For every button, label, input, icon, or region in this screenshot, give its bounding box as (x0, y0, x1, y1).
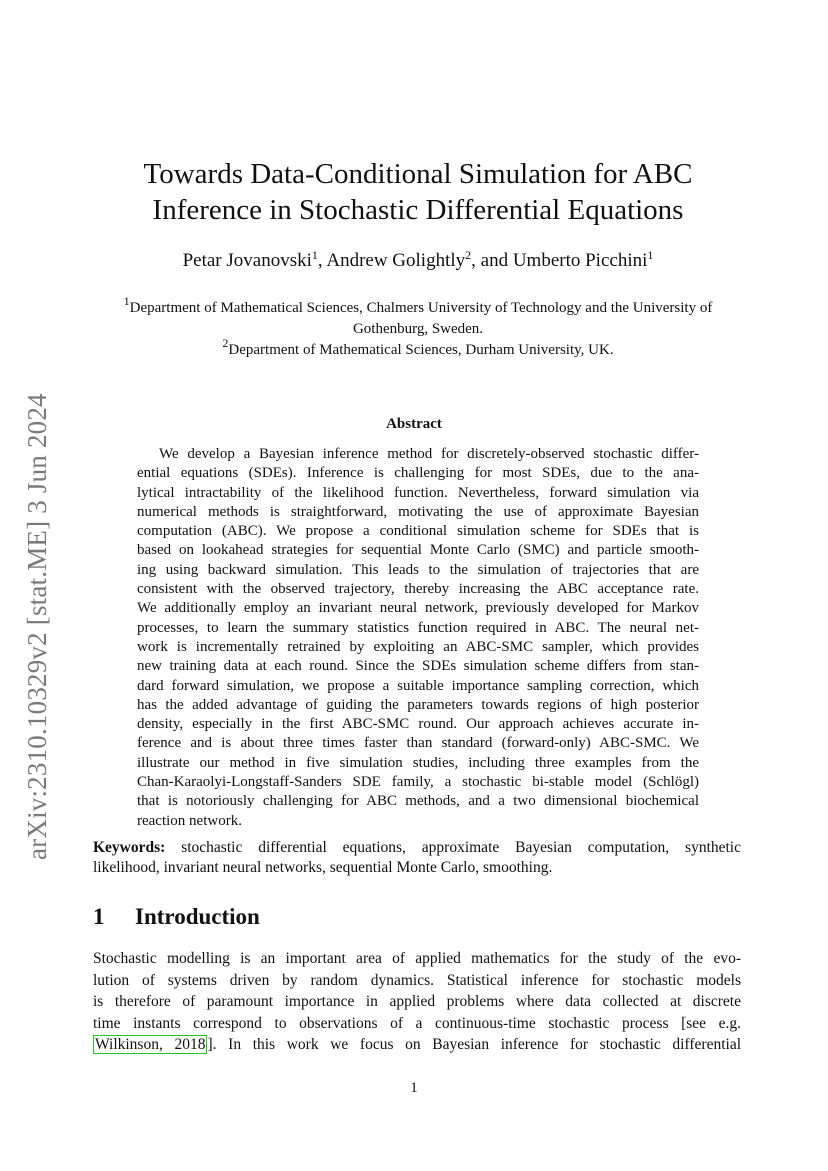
abstract-body (137, 445, 699, 831)
abstract-heading: Abstract (386, 416, 442, 432)
title-line-2: Inference in Stochastic Differential Equations (152, 194, 684, 226)
abstract-line: computation (ABC). We propose a conditional simulation scheme for SDEs that is (137, 523, 699, 540)
paper-title (120, 156, 716, 228)
intro-line: lution of systems driven by random dynamics. Statistical inference for stochastic models (93, 971, 741, 989)
affiliation-mark: 2 (222, 336, 229, 350)
page-number: 1 (410, 1080, 418, 1096)
arxiv-identifier-stamp: arXiv:2310.10329v2 [stat.ME] 3 Jun 2024 (22, 393, 52, 860)
abstract-line: work is incrementally retrained by exploiting an ABC-SMC sampler, which provides (137, 638, 699, 655)
abstract-line: new training data at each round. Since the SDEs simulation scheme differs from stan- (137, 658, 699, 675)
intro-line-tail: ]. In this work we focus on Bayesian inference for stochastic differential (207, 1036, 742, 1053)
author-affiliation-mark: 1 (311, 248, 318, 262)
affiliation-1-continued: Gothenburg, Sweden. (352, 321, 484, 337)
affiliation-mark: 1 (123, 294, 130, 308)
abstract-line: We additionally employ an invariant neural network, previously developed for Markov (137, 600, 699, 617)
citation-year: 2018 (174, 1036, 206, 1053)
abstract-line: based on lookahead strategies for sequential Monte Carlo (SMC) and particle smooth- (137, 542, 699, 559)
abstract-line: reaction network. (137, 812, 242, 829)
abstract-line: numerical methods is straightforward, motivating the use of approximate Bayesian (137, 503, 699, 520)
keywords-text: stochastic differential equations, approximate Bayesian computation, synthetic (165, 839, 741, 856)
abstract-line: has the added advantage of guiding the parameters towards regions of high posterior (137, 696, 699, 713)
intro-line: is therefore of paramount importance in applied problems where data collected at discrete (93, 993, 741, 1010)
author-separator: , (317, 250, 327, 271)
section-title: Introduction (135, 904, 260, 929)
abstract-line: ing using backward simulation. This leads to the simulation of trajectories that are (137, 561, 699, 578)
author-name: Andrew Golightly (326, 250, 466, 271)
abstract-line: lytical intractability of the likelihood function. Nevertheless, forward simulation via (137, 484, 699, 501)
section-heading (93, 904, 260, 930)
abstract-line: dard forward simulation, we propose a suitable importance sampling correction, which (137, 677, 699, 694)
abstract-line: We develop a Bayesian inference method for discretely-observed stochastic differ- (159, 446, 699, 462)
title-line-1: Towards Data-Conditional Simulation for ABC (143, 158, 693, 190)
abstract-line: processes, to learn the summary statistics function required in ABC. The neural net- (137, 619, 699, 636)
abstract-line: ential equations (SDEs). Inference is challenging for most SDEs, due to the ana- (137, 465, 699, 482)
author-separator: , and (471, 250, 513, 271)
abstract-line: density, especially in the first ABC-SMC round. Our approach achieves accurate in- (137, 716, 699, 733)
intro-line: Stochastic modelling is an important area of applied mathematics for the study of the evo- (93, 950, 741, 967)
abstract-line: consistent with the observed trajectory, thereby increasing the ABC acceptance rate. (137, 581, 699, 598)
citation-author: Wilkinson (95, 1036, 159, 1053)
abstract-line: that is notoriously challenging for ABC methods, and a two dimensional biochemical (137, 793, 699, 810)
abstract-line: ference and is about three times faster than standard (forward-only) ABC-SMC. We (137, 735, 699, 752)
author-name: Petar Jovanovski (182, 250, 312, 271)
keywords-line (93, 838, 741, 858)
author-list (90, 250, 746, 272)
abstract-line: illustrate our method in five simulation studies, including three examples from the (137, 754, 699, 771)
intro-line: time instants correspond to observations of a continuous-time stochastic process [see e.g. (93, 1014, 741, 1032)
affiliation-2 (90, 336, 746, 361)
author-affiliation-mark: 1 (647, 248, 654, 262)
keywords (93, 838, 741, 878)
affiliation-text: Department of Mathematical Sciences, Durham University, UK. (228, 342, 614, 358)
intro-line (93, 1034, 741, 1056)
abstract-line: Chan-Karaolyi-Longstaff-Sanders SDE family, a stochastic bi-stable model (Schlögl) (137, 774, 699, 791)
author-name: Umberto Picchini (512, 250, 648, 271)
section-number: 1 (93, 904, 105, 929)
affiliation-1 (90, 294, 746, 319)
keywords-line: likelihood, invariant neural networks, sequential Monte Carlo, smoothing. (93, 859, 553, 876)
citation-separator: , (158, 1036, 175, 1053)
affiliation-text: Department of Mathematical Sciences, Chalmers University of Technology and the University of (129, 300, 713, 316)
citation-link[interactable] (93, 1035, 207, 1054)
affiliations (90, 294, 746, 361)
keywords-label: Keywords: (93, 839, 166, 856)
author-affiliation-mark: 2 (465, 248, 472, 262)
introduction-paragraph (93, 948, 741, 1056)
